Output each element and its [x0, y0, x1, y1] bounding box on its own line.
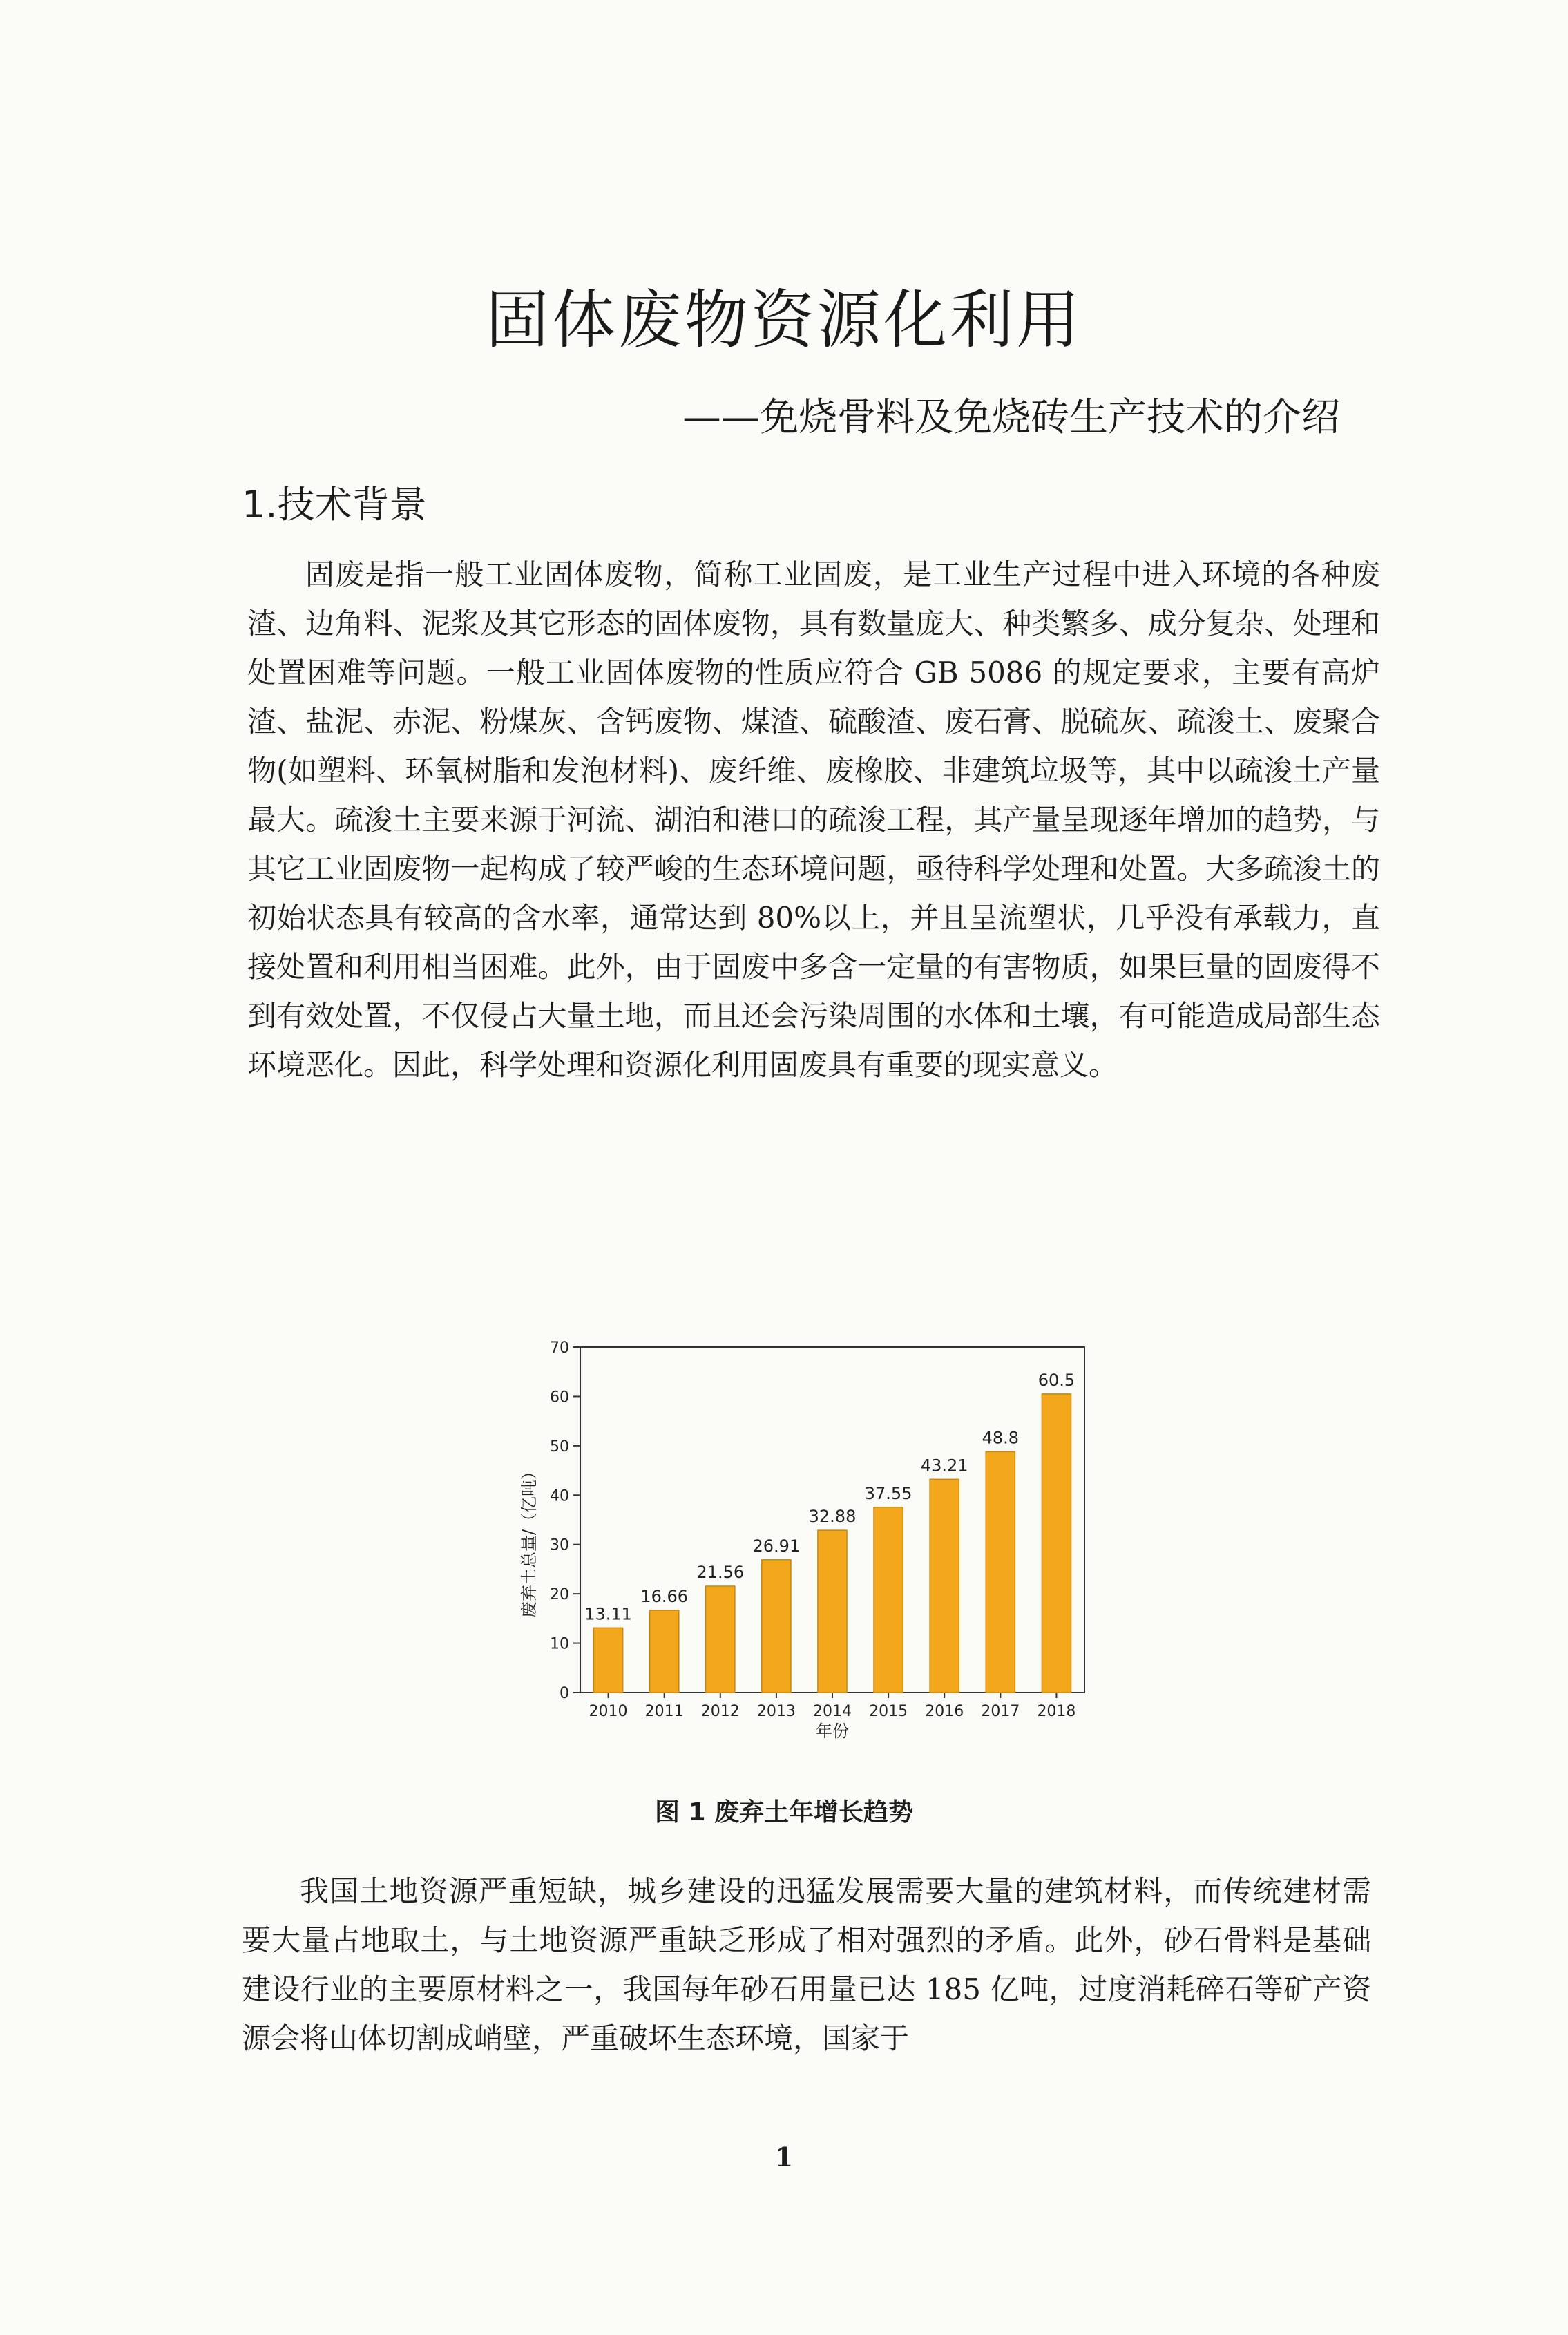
data-label-2016: 43.21 [920, 1456, 968, 1476]
chart-svg [511, 1326, 1119, 1755]
bar-2010 [593, 1628, 622, 1693]
data-label-2012: 21.56 [696, 1563, 745, 1582]
y-tick-label: 30 [550, 1536, 569, 1554]
x-tick-label-2017: 2017 [981, 1703, 1020, 1720]
data-label-2015: 37.55 [864, 1483, 912, 1503]
data-label-2011: 16.66 [640, 1587, 689, 1606]
bar-2018 [1042, 1394, 1071, 1693]
section-heading: 1.技术背景 [242, 483, 427, 526]
bar-2014 [818, 1530, 847, 1693]
y-tick-label: 50 [550, 1438, 569, 1456]
bar-2017 [986, 1451, 1015, 1693]
figure-caption: 图 1 废弃土年增长趋势 [654, 1798, 914, 1827]
x-tick-label-2018: 2018 [1037, 1703, 1076, 1720]
bar-2011 [650, 1610, 679, 1693]
x-tick-label-2016: 2016 [925, 1703, 964, 1720]
paragraph-land-resources: 我国土地资源严重短缺，城乡建设的迅猛发展需要大量的建筑材料，而传统建材需要大量占地取土，与土地资源严重缺乏形成了相对强烈的矛盾。此外，砂石骨料是基础建设行业的主要原材料之一，我国每年砂石用量已达 185 亿吨，过度消耗碎石等矿产资源会将山体切割成峭壁，严重破坏生态环境，国家于 [242, 1874, 1371, 2055]
y-axis-label: 废弃土总量/（亿吨） [519, 1462, 539, 1619]
data-label-2018: 60.5 [1038, 1370, 1075, 1390]
x-tick-label-2013: 2013 [756, 1703, 796, 1720]
y-tick-label: 20 [550, 1586, 569, 1604]
x-tick-label-2012: 2012 [700, 1703, 740, 1720]
page-subtitle: ——免烧骨料及免烧砖生产技术的介绍 [682, 395, 1340, 440]
data-label-2017: 48.8 [982, 1428, 1020, 1448]
data-label-2014: 32.88 [808, 1507, 857, 1527]
x-tick-label-2010: 2010 [589, 1703, 628, 1720]
y-tick-label: 70 [550, 1340, 569, 1357]
data-label-2010: 13.11 [584, 1604, 632, 1624]
data-label-2013: 26.91 [752, 1536, 801, 1556]
y-tick-label: 10 [550, 1635, 569, 1653]
y-tick-label: 60 [550, 1389, 569, 1407]
bar-2016 [930, 1479, 959, 1693]
x-tick-label-2011: 2011 [644, 1703, 684, 1720]
x-tick-label-2014: 2014 [813, 1703, 852, 1720]
bar-2015 [874, 1507, 903, 1693]
x-tick-label-2015: 2015 [869, 1703, 908, 1720]
x-axis-label: 年份 [816, 1722, 849, 1741]
bar-2013 [762, 1560, 791, 1693]
page-title: 固体废物资源化利用 [485, 283, 1082, 357]
y-tick-label: 40 [550, 1487, 569, 1505]
bar-chart [511, 1326, 1119, 1755]
paragraph-background: 固废是指一般工业固体废物，简称工业固废，是工业生产过程中进入环境的各种废渣、边角料、泥浆及其它形态的固体废物，具有数量庞大、种类繁多、成分复杂、处理和处置困难等问题。一般工业固体废物的性质应符合 GB 5086 的规定要求，主要有高炉渣、盐泥、赤泥、粉煤灰、含钙废物、煤渣、硫酸渣、废石膏、脱硫灰、疏浚土、废聚合物(如塑料、环氧树脂和发泡材料)、废纤维、废橡胶、非建筑垃圾等，其中以疏浚土产量最大。疏浚土主要来源于河流、湖泊和港口的疏浚工程，其产量呈现逐年增加的趋势，与其它工业固废物一起构成了较严峻的生态环境问题，亟待科学处理和处置。大多疏浚土的初始状态具有较高的含水率，通常达到 80%以上，并且呈流塑状，几乎没有承载力，直接处置和利用相当困难。此外，由于固废中多含一定量的有害物质，如果巨量的固废得不到有效处置，不仅侵占大量土地，而且还会污染周围的水体和土壤，有可能造成局部生态环境恶化。因此，科学处理和资源化利用固废具有重要的现实意义。 [247, 557, 1380, 1082]
bar-2012 [706, 1586, 735, 1693]
y-tick-label: 0 [560, 1685, 569, 1702]
page-number: 1 [774, 2142, 794, 2173]
